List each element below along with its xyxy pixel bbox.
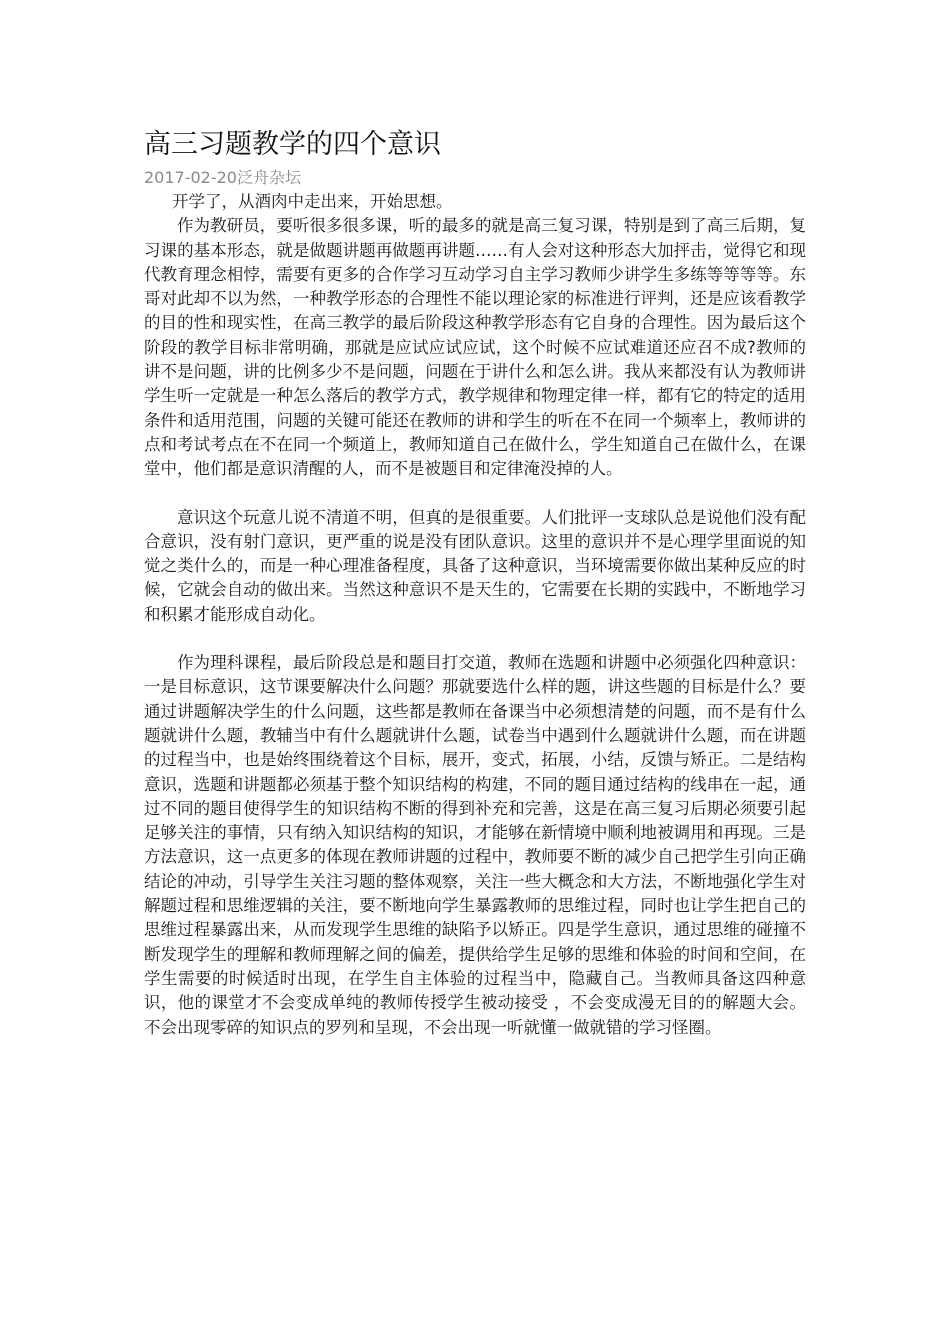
paragraph-teaching-form: 作为教研员，要听很多很多课，听的最多的就是高三复习课，特别是到了高三后期，复习课的基本形态，就是做题讲题再做题再讲题……有人会对这种形态大加抨击，觉得它和现代教育理念相悖，需要有更多的合作学习互动学习自主学习教师少讲学生多练等等等等。东哥对此却不以为然，一种教学形态的合理性不能以理论家的标准进行评判，还是应该看教学的目的性和现实性，在高三教学的最后阶段这种教学形态有它自身的合理性。因为最后这个阶段的教学目标非常明确，那就是应试应试应试，这个时候不应试难道还应召不成?教师的讲不是问题，讲的比例多少不是问题，问题在于讲什么和怎么讲。我从来都没有认为教师讲学生听一定就是一种怎么落后的教学方式，教学规律和物理定律一样，都有它的特定的适用条件和适用范围，问题的关键可能还在教师的讲和学生的听在不在同一个频率上，教师讲的点和考试考点在不在同一个频道上，教师知道自己在做什么，学生知道自己在做什么，在课堂中，他们都是意识清醒的人，而不是被题目和定律淹没掉的人。 bbox=[144, 216, 806, 479]
paragraph-spacer bbox=[144, 482, 806, 506]
paragraph-intro: 开学了，从酒肉中走出来，开始思想。 bbox=[172, 192, 453, 211]
article-title: 高三习题教学的四个意识 bbox=[144, 129, 441, 160]
paragraph-four-awareness: 作为理科课程，最后阶段总是和题目打交道，教师在选题和讲题中必须强化四种意识：一是目标意识，这节课要解决什么问题？那就要选什么样的题，讲这些题的目标是什么？要通过讲题解决学生的什么问题，这些都是教师在备课当中必须想清楚的问题，而不是有什么题就讲什么题，教辅当中有什么题就讲什么题，试卷当中遇到什么题就讲什么题，而在讲题的过程当中，也是始终围绕着这个目标，展开，变式，拓展，小结，反馈与矫正。二是结构意识，选题和讲题都必须基于整个知识结构的构建，不同的题目通过结构的线串在一起，通过不同的题目使得学生的知识结构不断的得到补充和完善，这是在高三复习后期必须要引起足够关注的事情，只有纳入知识结构的知识，才能够在新情境中顺利地被调用和再现。三是方法意识，这一点更多的体现在教师讲题的过程中，教师要不断的减少自己把学生引向正确结论的冲动，引导学生关注习题的整体观察，关注一些大概念和大方法，不断地强化学生对解题过程和思维逻辑的关注，要不断地向学生暴露教师的思维过程，同时也让学生把自己的思维过程暴露出来，从而发现学生思维的缺陷予以矫正。四是学生意识，通过思维的碰撞不断发现学生的理解和教师理解之间的偏差，提供给学生足够的思维和体验的时间和空间，在学生需要的时候适时出现，在学生自主体验的过程当中，隐藏自己。当教师具备这四种意识，他的课堂才不会变成单纯的教师传授学生被动接受 ，不会变成漫无目的的解题大会。不会出现零碎的知识点的罗列和呈现，不会出现一听就懂一做就错的学习怪圈。 bbox=[144, 653, 806, 1037]
article-source: 泛舟杂坛 bbox=[236, 168, 301, 187]
article-meta bbox=[144, 166, 806, 190]
paragraph-awareness: 意识这个玩意儿说不清道不明，但真的是很重要。人们批评一支球队总是说他们没有配合意识，没有射门意识，更严重的说是没有团队意识。这里的意识并不是心理学里面说的知觉之类什么的，而是一种心理准备程度，具备了这种意识，当环境需要你做出某种反应的时候，它就会自动的做出来。当然这种意识不是天生的，它需要在长期的实践中，不断地学习和积累才能形成自动化。 bbox=[144, 507, 806, 624]
paragraph-spacer bbox=[144, 627, 806, 651]
article bbox=[144, 126, 806, 1040]
article-date: 2017-02-20 bbox=[144, 168, 237, 187]
